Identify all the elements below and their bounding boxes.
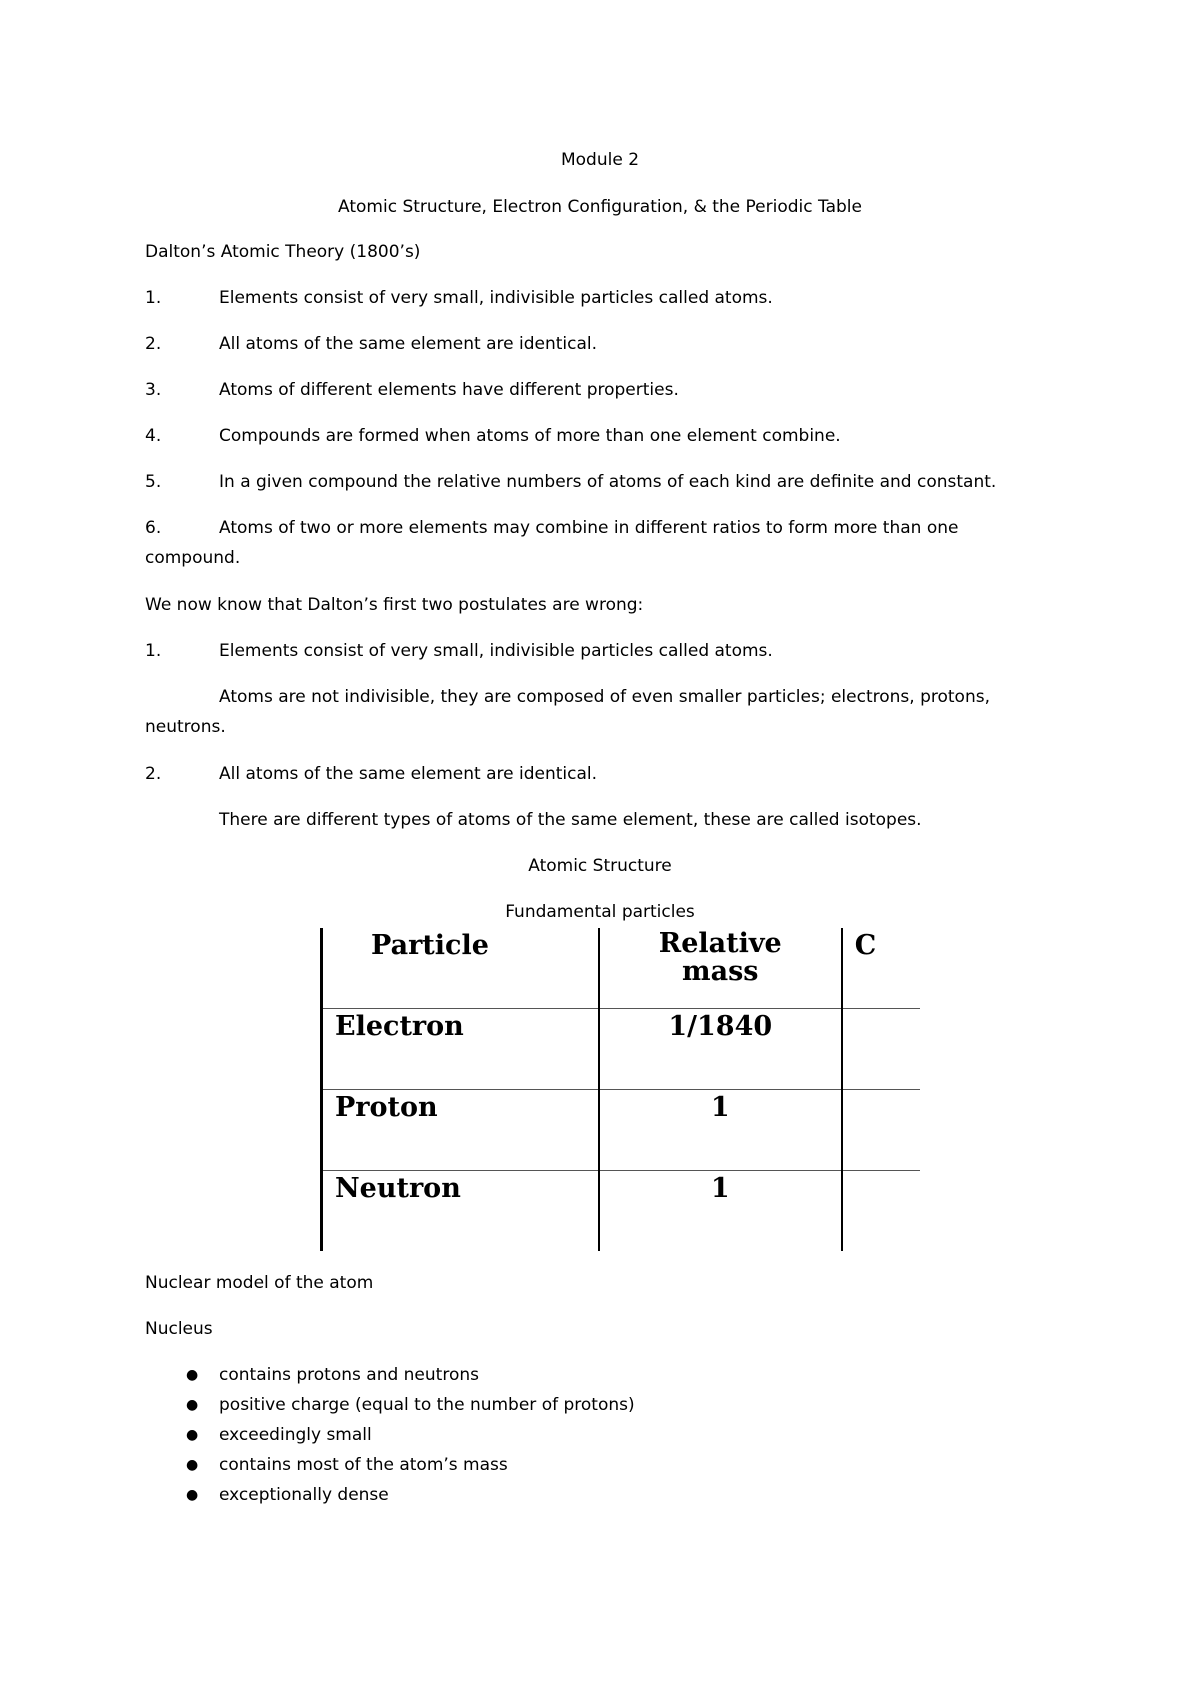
postulate-text: Compounds are formed when atoms of more than one element combine.	[219, 426, 841, 446]
nucleus-subheading: Nucleus	[145, 1319, 213, 1339]
list-item-text: contains most of the atom’s mass	[219, 1455, 508, 1475]
postulate-number: 5.	[145, 472, 162, 492]
table-header-row	[322, 928, 921, 1009]
header-relative: Relative	[658, 928, 782, 959]
module-label: Module 2	[560, 150, 640, 170]
particle-name: Electron	[322, 1009, 599, 1090]
postulate-number: 4.	[145, 426, 162, 446]
correction-text: Elements consist of very small, indivisible particles called atoms.	[219, 641, 773, 661]
postulate-text: All atoms of the same element are identical.	[219, 334, 598, 354]
table-header-cell	[322, 928, 599, 1009]
bullet-icon: ●	[186, 1487, 199, 1503]
list-item-text: contains protons and neutrons	[219, 1365, 479, 1385]
particle-mass: 1	[599, 1171, 842, 1252]
table-header-cell	[599, 928, 842, 1009]
dalton-heading: Dalton’s Atomic Theory (1800’s)	[145, 242, 421, 262]
table-cell-cut	[842, 1090, 920, 1171]
page-title: Atomic Structure, Electron Configuration, & the Periodic Table	[338, 197, 862, 217]
particle-mass: 1	[599, 1090, 842, 1171]
correction-note: Atoms are not indivisible, they are composed of even smaller particles; electrons, protons,	[219, 687, 990, 707]
correction-note: There are different types of atoms of the same element, these are called isotopes.	[219, 810, 922, 830]
header-mass: mass	[682, 956, 759, 987]
postulate-text: Elements consist of very small, indivisible particles called atoms.	[219, 288, 773, 308]
section-heading: Atomic Structure	[528, 856, 672, 876]
table-cell-cut	[842, 1171, 920, 1252]
table-row	[322, 1009, 921, 1090]
particle-name: Neutron	[322, 1171, 599, 1252]
postulate-text: Atoms of different elements have different properties.	[219, 380, 679, 400]
bullet-icon: ●	[186, 1367, 199, 1383]
list-item-text: exceptionally dense	[219, 1485, 389, 1505]
postulate-number: 6.	[145, 518, 162, 538]
list-item-text: positive charge (equal to the number of protons)	[219, 1395, 635, 1415]
particle-mass: 1/1840	[599, 1009, 842, 1090]
bullet-icon: ●	[186, 1397, 199, 1413]
list-item-text: exceedingly small	[219, 1425, 372, 1445]
correction-text: All atoms of the same element are identical.	[219, 764, 598, 784]
table-row	[322, 1171, 921, 1252]
particle-name: Proton	[322, 1090, 599, 1171]
correction-note-continuation: neutrons.	[145, 717, 226, 737]
particle-table	[320, 928, 902, 1248]
table-row	[322, 1090, 921, 1171]
postulate-number: 3.	[145, 380, 162, 400]
correction-number: 1.	[145, 641, 162, 661]
bullet-icon: ●	[186, 1427, 199, 1443]
postulate-continuation: compound.	[145, 548, 241, 568]
bullet-icon: ●	[186, 1457, 199, 1473]
table-header-cell-cut: C	[842, 928, 920, 1009]
header-particle: Particle	[371, 930, 489, 961]
table-caption: Fundamental particles	[505, 902, 695, 922]
corrections-intro: We now know that Dalton’s first two postulates are wrong:	[145, 595, 644, 615]
postulate-number: 2.	[145, 334, 162, 354]
postulate-number: 1.	[145, 288, 162, 308]
postulate-text: In a given compound the relative numbers of atoms of each kind are definite and constant.	[219, 472, 997, 492]
postulate-text: Atoms of two or more elements may combine in different ratios to form more than one	[219, 518, 959, 538]
nuclear-heading: Nuclear model of the atom	[145, 1273, 374, 1293]
table-cell-cut	[842, 1009, 920, 1090]
correction-number: 2.	[145, 764, 162, 784]
